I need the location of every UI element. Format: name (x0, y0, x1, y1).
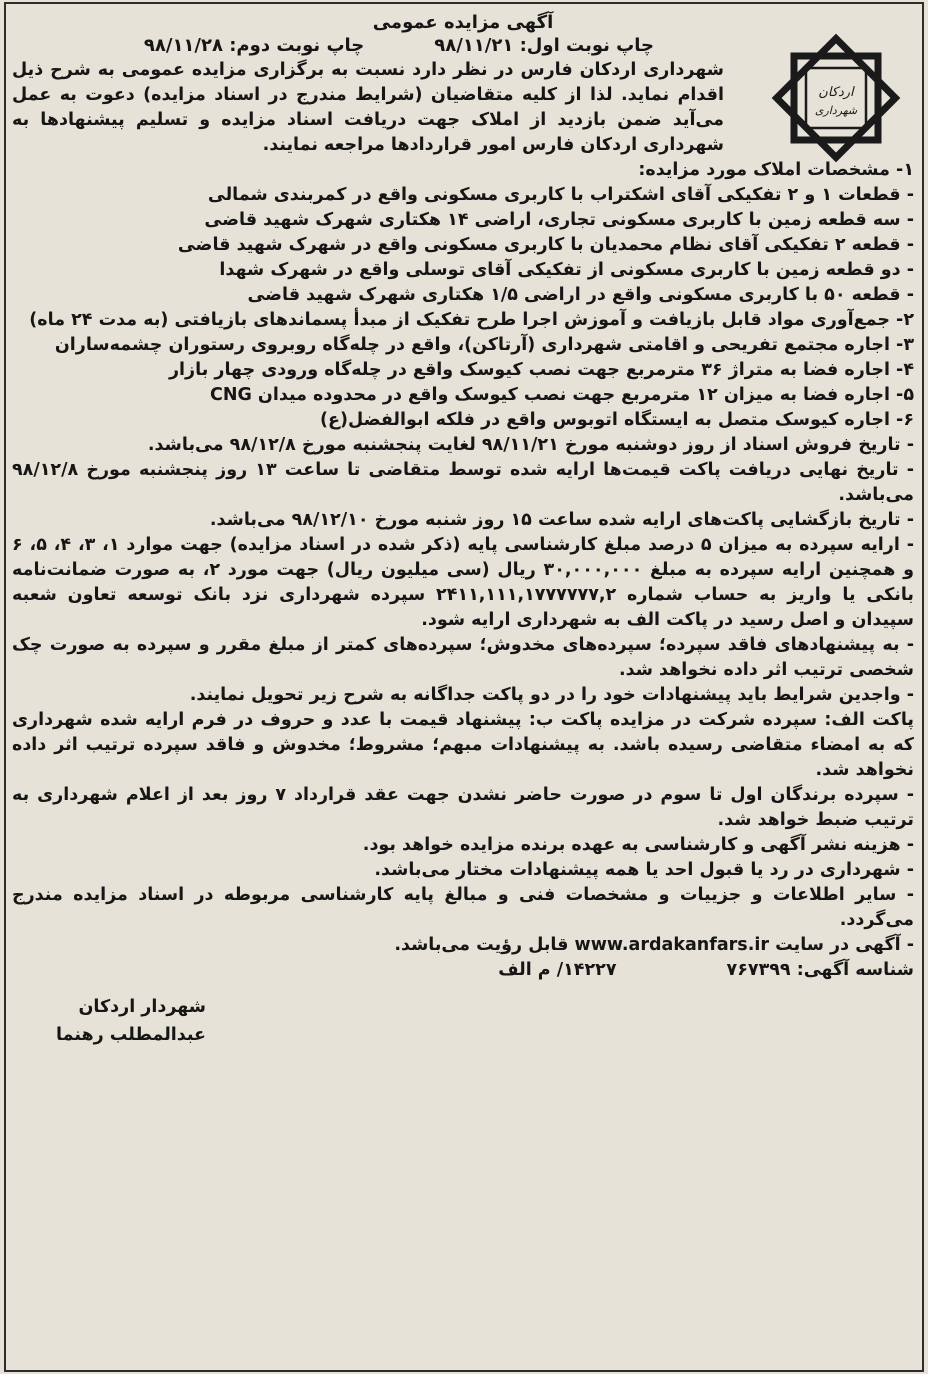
paragraph: - سه قطعه زمین با کاربری مسکونی تجاری، اراضی ۱۴ هکتاری شهرک شهید قاضی (204, 210, 914, 230)
paragraph: - هزینه نشر آگهی و کارشناسی به عهده برنده مزایده خواهد بود. (362, 835, 914, 855)
paragraph: ۳- اجاره مجتمع تفریحی و اقامتی شهرداری (آرتاکن)، واقع در چله‌گاه روبروی رستوران چشمه‌ساران (54, 335, 914, 355)
signer-name: عبدالمطلب رهنما (56, 1025, 206, 1045)
paragraph: - تاریخ نهایی دریافت پاکت قیمت‌ها ارایه شده توسط متقاضی تا ساعت ۱۳ روز پنجشنبه مورخ ۹۸/۱۲/۸ می‌باشد. (12, 460, 914, 505)
second-print-date: چاپ نوبت دوم: ۹۸/۱۱/۲۸ (143, 35, 365, 56)
paragraph: ۴- اجاره فضا به متراژ ۳۶ مترمربع جهت نصب کیوسک واقع در چله‌گاه ورودی چهار بازار (168, 360, 914, 380)
paragraph: - واجدین شرایط باید پیشنهادات خود را در دو پاکت جداگانه به شرح زیر تحویل نمایند. (189, 685, 914, 705)
svg-text:اردکان: اردکان (818, 85, 854, 100)
paragraph: - تاریخ فروش اسناد از روز دوشنبه مورخ ۹۸/۱۱/۲۱ لغایت پنجشنبه مورخ ۹۸/۱۲/۸ می‌باشد. (147, 435, 914, 455)
paragraph: ۱- مشخصات املاک مورد مزایده: (638, 160, 914, 180)
first-print-date: چاپ نوبت اول: ۹۸/۱۱/۲۱ (434, 35, 654, 56)
paragraph: - قطعه ۵۰ با کاربری مسکونی واقع در اراضی ۱/۵ هکتاری شهرک شهید قاضی (247, 285, 914, 305)
paragraph: ۵- اجاره فضا به میزان ۱۲ مترمربع جهت نصب کیوسک واقع در محدوده میدان CNG (209, 385, 914, 405)
paragraph: ۶- اجاره کیوسک متصل به ایستگاه اتوبوس واقع در فلکه ابوالفضل(ع) (320, 410, 914, 430)
paragraph: - دو قطعه زمین با کاربری مسکونی از تفکیکی آقای توسلی واقع در شهرک شهدا (219, 260, 914, 280)
paragraph: - تاریخ بازگشایی پاکت‌های ارایه شده ساعت ۱۵ روز شنبه مورخ ۹۸/۱۲/۱۰ می‌باشد. (209, 510, 914, 530)
notice-title: آگهی مزایده عمومی (372, 12, 554, 33)
paragraph: - شهرداری در رد یا قبول احد یا همه پیشنهادات مختار می‌باشد. (374, 860, 914, 880)
paragraph: - قطعه ۲ تفکیکی آقای نظام محمدیان با کاربری مسکونی واقع در شهرک شهید قاضی (177, 235, 914, 255)
paragraph: - به پیشنهادهای فاقد سپرده؛ سپرده‌های مخدوش؛ سپرده‌های کمتر از مبلغ مقرر و سپرده به صورت چک شخصی ترتیب اثر داده نخواهد شد. (12, 635, 914, 680)
website-paragraph: - آگهی در سایت www.ardakanfars.ir قابل رؤیت می‌باشد. (394, 935, 914, 955)
signature-block (26, 993, 206, 1049)
paragraph: ۲- جمع‌آوری مواد قابل بازیافت و آموزش اجرا طرح تفکیک از مبدأ پسماندهای بازیافتی (به مدت ۲۴ ماه) (29, 310, 914, 330)
intro-paragraph: شهرداری اردکان فارس در نظر دارد نسبت به برگزاری مزایده عمومی به شرح ذیل اقدام نماید. لذا از کلیه متقاضیان (شرایط مندرج در اسناد مزایده) دعوت به عمل می‌آید ضمن بازدید از املاک جهت دریافت اسناد مزایده و تسلیم پیشنهادها به شهرداری اردکان فارس امور قراردادها مراجعه نمایند. (12, 60, 724, 155)
paragraph: - ارایه سپرده به میزان ۵ درصد مبلغ کارشناسی پایه (ذکر شده در اسناد مزایده) جهت موارد ۱، ۳، ۴، ۵، ۶ و همچنین ارایه سپرده به مبلغ ۳۰,۰۰۰,۰۰۰ ریال (سی میلیون ریال) جهت مورد ۲، به صورت ضمانت‌نامه بانکی یا واریز به حساب شماره ۲۴۱۱,۱۱۱,۱۷۷۷۷۷۷,۲ سپرده شهرداری نزد بانک توسعه تعاون شعبه سپیدان و اصل رسید در پاکت الف به شهرداری ارایه شود. (12, 535, 914, 630)
paragraph: - سایر اطلاعات و جزییات و مشخصات فنی و مبالغ پایه کارشناسی مربوطه در اسناد مزایده مندرج می‌گردد. (12, 885, 914, 930)
svg-text:شهرداری: شهرداری (814, 104, 858, 117)
ad-id: شناسه آگهی: ۷۶۷۳۹۹ (726, 960, 914, 980)
notice-body (12, 58, 914, 983)
paragraph: - قطعات ۱ و ۲ تفکیکی آقای اشکتراب با کاربری مسکونی واقع در کمربندی شمالی (207, 185, 914, 205)
paragraph: - سپرده برندگان اول تا سوم در صورت حاضر نشدن جهت عقد قرارداد ۷ روز بعد از اعلام شهرداری به ترتیب ضبط خواهد شد. (12, 785, 914, 830)
print-dates (12, 35, 914, 56)
signer-title: شهردار اردکان (78, 997, 206, 1017)
paragraph: پاکت الف: سپرده شرکت در مزایده پاکت ب: پیشنهاد قیمت با عدد و حروف در فرم ارایه شده شهرداری که به امضاء متقاضی رسیده باشد. به پیشنهادات مبهم؛ مشروط؛ مخدوش و فاقد سپرده ترتیب اثر داده نخواهد شد. (12, 710, 914, 780)
ad-code: ۱۴۲۲۷/ م الف (498, 960, 617, 980)
ad-identifier-row (12, 958, 914, 983)
